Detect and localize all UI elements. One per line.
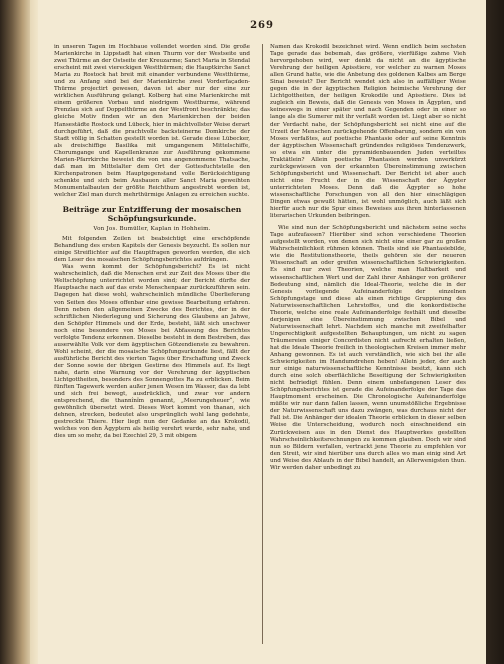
right-column (270, 44, 466, 644)
article-heading: Beiträge zur Entzifferung der mosaischen Schöpfungsurkunde. (62, 205, 242, 224)
column-divider (262, 44, 263, 644)
paragraph: Was wenn kommt der Schöpfungsbericht? Es ist nicht wahrscheinlich, daß die Menschen erst zur Zeit des Moses über die Weltschöpfung unterrichtet worden sind; der Bericht dürfte der Hauptsache nach auf das erste Menschenpaar zurückzuführen sein. Dagegen hat diese wohl, wahrscheinlich mündliche Überlieferung von Seiten des Moses offenbar eine gewisse Bearbeitung erfahren. Denn neben den allgemeinen Zwecke des Berichtes, der in der schriftlichen Niederlegung und Sicherung des Glaubens an Jahwe, den Schöpfer Himmels und der Erde, besteht, läßt sich unschwer noch eine besondere von Moses bei Abfassung des Berichtes verfolgte Tendenz erkennen. Dieselbe besteht in dem Bestreben, das auserwählte Volk vor dem ägyptischen Götzendienste zu bewahren. Wohl scheint, der die mosaische Schöpfungsurkunde liest, fällt der ausführliche Bericht des vierten Tages über Erschaffung und Zweck der Sonne sowie der übrigen Gestirne des Himmels auf. Es liegt nahe, darin eine Warnung vor der Verehrung der ägyptischen Lichtgottheiten, besonders des Sonnengottes Ra zu erblicken. Beim fünften Tagewerk werden außer jenen Wesen im Wasser, das da lebt und sich frei bewegt, ausdrücklich, und zwar vor andern entsprechend, die thannînîm genannt, „Meerungeheuer“, wie gewöhnlich übersetzt wird. Dieses Wort kommt von thanan, sich dehnen, strecken, bedeutet also ursprünglich wohl lang gedehnte, gestreckte Thiere. Hier liegt nun der Gedanke an das Krokodil, welches von den Ägyptern als heilig verehrt wurde, sehr nahe, und dies um so mehr, da bei Ezechiel 29, 3 mit obigem (54, 264, 250, 440)
article-author: Von Jos. Bumüller, Kaplan in Hohheim. (93, 226, 211, 233)
page-number: 269 (250, 20, 274, 31)
paragraph: Mit folgenden Zeilen ist beabsichtigt eine erschöpfende Behandlung des ersten Kapitels der Genesis beyzucht. Es sollen nur einige Streiflichter auf die Hauptfragen geworfen werden, die sich dem Leser des mosaischen Schöpfungsberichtes aufdrängen. (54, 236, 250, 264)
paragraph: Namen das Krokodil bezeichnet wird. Wenn endlich beim sechsten Tage gerade das bebemah, das größere, vierfüßige zahme Vieh hervorgehoben wird, wer denkt da nicht an die ägyptische Verehrung der heiligen Apisstiere, vor welcher zu warnen Moses allen Grund hatte, wie die Anbetung des goldenen Kalbes am Berge Sinai beweist? Der Bericht wendet sich also in auffälliger Weise gegen die in der ägyptischen Religion heimische Verehrung der Lichtgottheiten, der heiligen Krokodile und Apisstiere. Dies ist zugleich ein Beweis, daß die Genesis von Moses in Ägypten, und keineswegs in einer später und nach Gegenden oder in einer so lange als die Sumerer mit ihr verfaßt worden ist. Liegt aber so nicht der Verdacht nahe, der Schöpfungsbericht sei nicht eine auf die Urzeit der Menschen zurückgehende Offenbarung, sondern ein von Moses verfaßtes, auf poetische Phantasie oder auf seine Kenntnis der ägyptischen Wissenschaft gründendes religiöses Tendenzwerk, so etwa ein unter die pyramidenbauenden Juden verteiltes Traktätlein? Allein poetische Phantasien werden unverkürzt zurückgewiesen von der erkannten Übereinstimmung zwischen Schöpfungsbericht und Wissenschaft. Der Bericht ist aber auch nicht eine Frucht der in die Wissenschaft der Ägypter unterrichteten Moses. Denn daß die Ägypter so hohe wissenschaftliche Forschungen von all den hier einschlägigen Dingen etwas gewußt hätten, ist wohl unmöglich, auch läßt sich hierfür auch nur die Spur eines Beweises aus ihren hinterlassenen literarischen Urkunden beibringen. (270, 44, 466, 220)
left-column (54, 44, 250, 644)
paragraph-continued: in unseren Tagen im Hochbaue vollendet worden sind. Die große Marienkirche in Lippstadt hat einen Thurm vor der Westseite und zwei Thürme an der Ostseite der Kreuzarme; Sanct Maria in Stendal erscheint mit zwei viereckigen Westthürmen; die Hauptkirche Sanct Maria zu Rostock hat breit mit einander verbundene Westthürme, und zu Anfang sind bei der Marienkirche zwei Vorderfaçaden-Thürme projectirt gewesen, davon ist aber nur der eine zur wirklichen Ausführung gelangt. Kolberg hat eine Marienkirche mit einem größeren Vorbau und niedrigem Westthurme, während Prenzlau sich auf Doppelthürme an der Westfront beschränkte; das gleiche Motiv finden wir an den Marienkirchen der beiden Hansestädte Rostock und Lübeck, hier in mächtvollster Weise derart durchgeführt, daß die prachtvolle backsteinerne Domkirche der Stadt völlig in Schatten gestellt worden ist. Gerade diese Lübecker, als dreischiffige Basilika mit umgangenem Mittelschiffe, Chorumgange und Kapellenkranze zur Ausführung gekommene Marien-Pfarrkirche beweist die von uns angenommene Thatsache, daß man im Mittelalter dem Ort der Gottesfuchtstelle den Kirchenpatronen beim Hauptgegenstand volle Berücksichtigung schenkte und sich beim Ausbauen aller Sanct Maria geweihten Monumentalbauten der größte Reichthum angestrebt worden ist, welcher Ziel man durch mehrthürmige Anlagen zu erreichen suchte. (54, 44, 250, 198)
page-edge-shadow (486, 0, 504, 664)
book-page (38, 0, 486, 664)
book-spine (0, 0, 30, 664)
paragraph: Wie sind nun der Schöpfungsbericht und nächstem seine sechs Tage aufzufassen? Hierüber sind schon verschiedene Theorien aufgestellt worden, von denen sich nicht eine einer gar zu großen Wahrscheinlichkeit rühmen können. Theils sind sie Phantasiebilde, wie die Restitutionstheorie, theils gehören sie der neueren Wissenschaft an oder greifen wissenschaftlichen Schwierigkeiten. Es sind nur zwei Theorien, welche man Haltbarkeit und wissenschaftlichen Wert und der Zahl ihrer Anhänger von größerer Bedeutung sind, nämlich die Ideal-Theorie, welche die in der Genesis vorliegende Aufeinanderfolge der einzelnen Schöpfungstage und diese als einen richtige Gruppierung des Naturwissenschaftlichen Lehrstoffes, und die konkordistische Theorie, welche eine reale Aufeinanderfolge festhält und dieselbe derjenigen eine Übereinstimmung zwischen Bibel und Naturwissenschaft lehrt. Nachdem sich manche mit zweifelhafter Ungerechtigkeit aufgestellten Behauptungen, um nicht zu sagen Träumereien einiger Concordisten nicht aufrecht erhalten ließen, hat die Ideale Theorie freilich in theologischen Kreisen immer mehr Anhang gewonnen. Es ist auch verständlich, wie sich bei ihr alle Schwierigkeiten im Handumdrehen heben! Allein jeder, der auch nur einige naturwissenschaftliche Kenntnisse besitzt, kann sich durch eine solch oberflächliche Beseitigung der Schwierigkeiten nicht befriedigt fühlen. Denn einem unbefangenen Leser des Schöpfungsberichtes ist gerade die Aufeinanderfolge der Tage das Hauptmoment erscheinen. Die Chronologische Aufeinanderfolge müßte wir nur dann fallen lassen, wenn unumstößliche Ergebnisse der Naturwissenschaft uns dazu zwängen, was durchaus nicht der Fall ist. Die Anhänger der idealen Theorie erblicken in dieser selben Weise die Unterscheidung, wodurch noch einschneidend ein Zurückweisen aus in den Dienst des Hauptwerkes gestellten Wahrscheinlichkeitsrechnungen zu kommen glauben. Doch wir sind nun so Bildern verfallen, vertrackt jene Theorie zu empfehlen vor den Streit, wir sind hierüber uns durch alles wo man einig sind Art und Weise des Ablaufs in der Bibel handelt, an Allerwenigsten thun. Wir werden daher unbedingt zu (270, 225, 466, 471)
